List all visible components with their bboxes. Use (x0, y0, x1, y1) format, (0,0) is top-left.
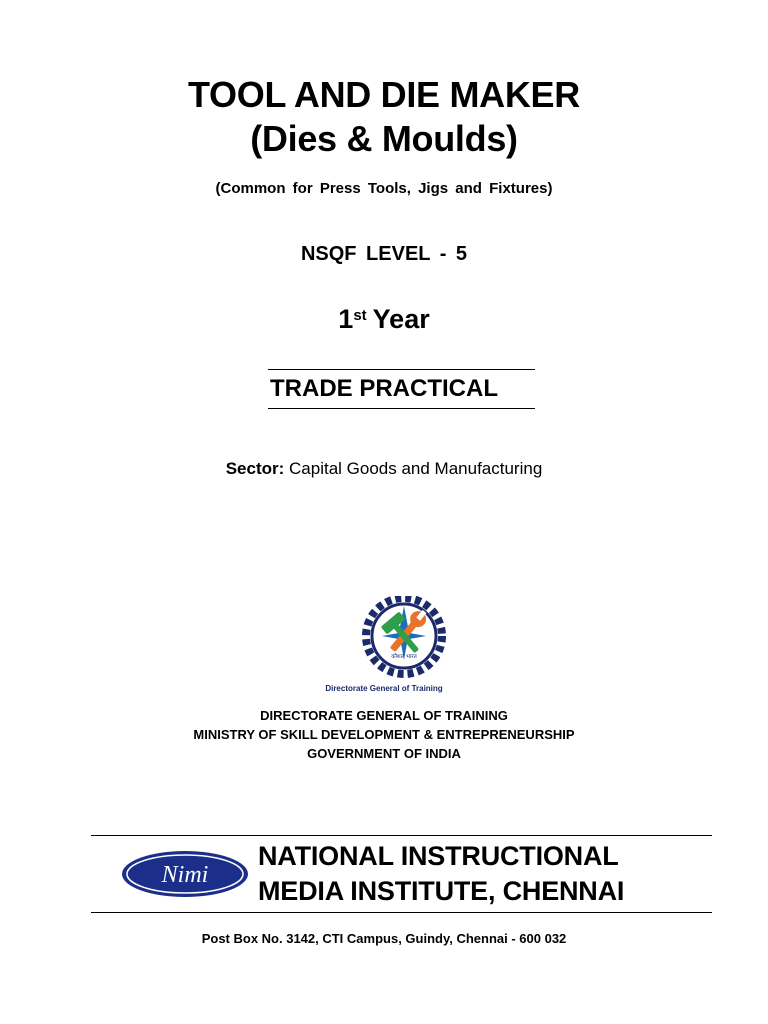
nsqf-level: NSQF LEVEL - 5 (300, 243, 468, 265)
nimi-logo-icon (121, 850, 249, 898)
category-heading: TRADE PRACTICAL (270, 375, 498, 402)
nimi-logo-text: Nimi (161, 862, 209, 888)
organization-line-3: GOVERNMENT OF INDIA (307, 746, 461, 761)
dgt-logo-caption: Directorate General of Training (325, 684, 443, 693)
subtitle: (Common for Press Tools, Jigs and Fixtures) (215, 180, 553, 197)
sector-line (0, 459, 768, 479)
year-word: Year (372, 304, 430, 334)
title-line-1: TOOL AND DIE MAKER (188, 74, 580, 115)
organization-line-2: MINISTRY OF SKILL DEVELOPMENT & ENTREPRENEURSHIP (193, 727, 575, 742)
sector-value: Capital Goods and Manufacturing (289, 459, 543, 478)
publisher-name-line-2: MEDIA INSTITUTE, CHENNAI (258, 876, 625, 906)
organization-line-1: DIRECTORATE GENERAL OF TRAINING (260, 708, 508, 723)
sector-label: Sector: (225, 459, 285, 478)
postal-address: Post Box No. 3142, CTI Campus, Guindy, Chennai - 600 032 (201, 931, 567, 946)
year-heading (0, 304, 768, 335)
publisher-top-rule (91, 835, 712, 836)
dgt-gear-emblem-icon (356, 596, 452, 684)
year-number: 1 (338, 304, 354, 334)
dgt-motto: कौशल भारत (391, 654, 417, 660)
year-suffix: st (353, 307, 367, 324)
category-top-rule (268, 369, 535, 370)
publisher-bottom-rule (91, 912, 712, 913)
title-line-2: (Dies & Moulds) (250, 118, 518, 159)
publisher-name-line-1: NATIONAL INSTRUCTIONAL (258, 841, 619, 871)
category-bottom-rule (268, 408, 535, 409)
